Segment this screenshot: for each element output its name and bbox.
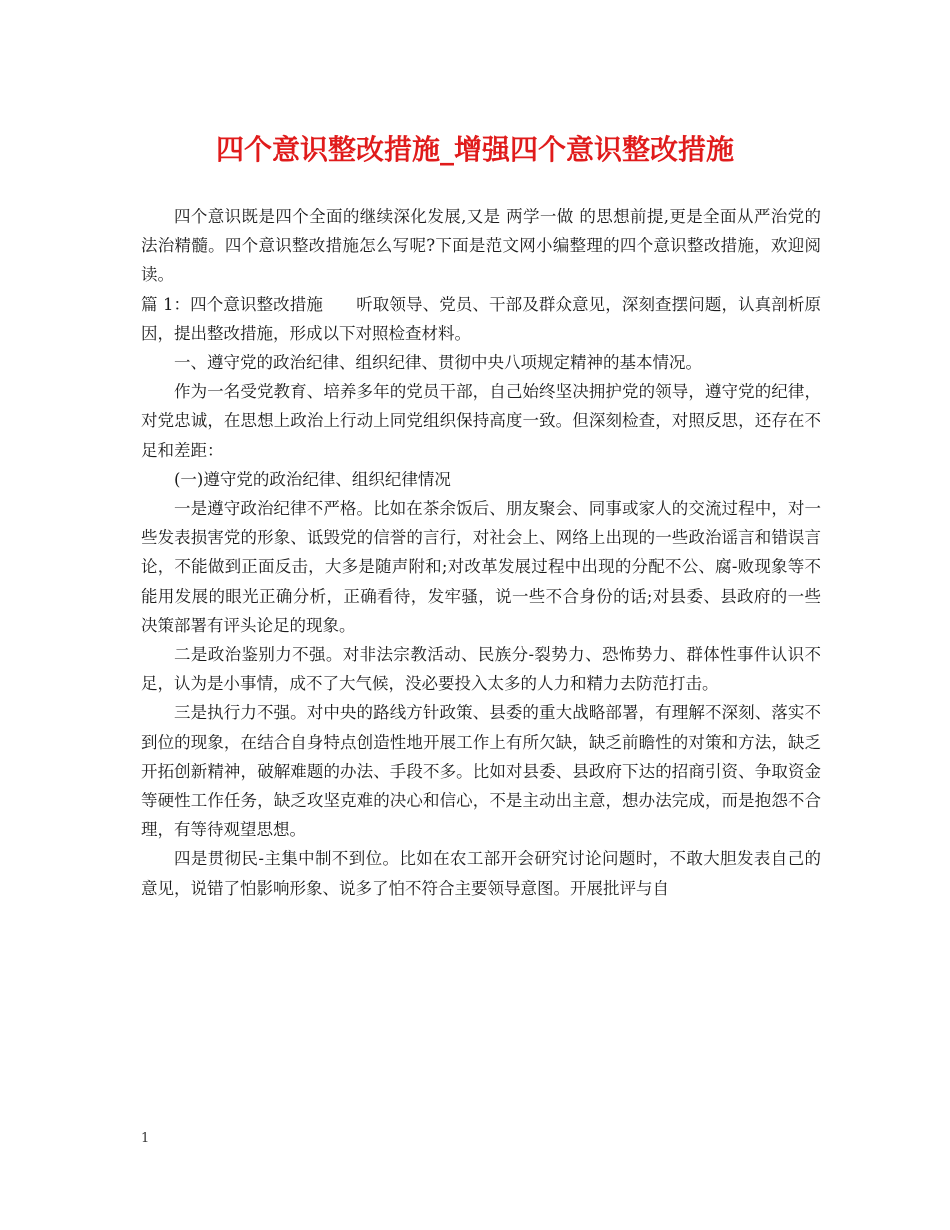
document-title: 四个意识整改措施_增强四个意识整改措施 <box>215 133 734 166</box>
paragraph-issue-2: 二是政治鉴别力不强。对非法宗教活动、民族分-裂势力、恐怖势力、群体性事件认识不足，认为是小事情，成不了大气候，没必要投入太多的人力和精力去防范打击。 <box>141 645 821 694</box>
paragraph-section-1-heading: 一、遵守党的政治纪律、组织纪律、贯彻中央八项规定精神的基本情况。 <box>174 353 702 373</box>
page-number: 1 <box>141 1131 150 1146</box>
paragraph-self-review: 作为一名受党教育、培养多年的党员干部，自己始终坚决拥护党的领导，遵守党的纪律，对党忠诚，在思想上政治上行动上同党组织保持高度一致。但深刻检查，对照反思，还存在不足和差距： <box>141 382 821 460</box>
paragraph-part-1-heading: 篇 1：四个意识整改措施 听取领导、党员、干部及群众意见，深刻查摆问题，认真剖析原因，提出整改措施，形成以下对照检查材料。 <box>141 294 821 343</box>
paragraph-issue-1: 一是遵守政治纪律不严格。比如在茶余饭后、朋友聚会、同事或家人的交流过程中，对一些发表损害党的形象、诋毁党的信誉的言行，对社会上、网络上出现的一些政治谣言和错误言论，不能做到正面反击，大多是随声附和;对改革发展过程中出现的分配不公、腐-败现象等不能用发展的眼光正确分析，正确看待，发牢骚，说一些不合身份的话;对县委、县政府的一些决策部署有评头论足的现象。 <box>141 499 821 635</box>
document-body <box>141 202 821 903</box>
paragraph-issue-4: 四是贯彻民-主集中制不到位。比如在农工部开会研究讨论问题时，不敢大胆发表自己的意见，说错了怕影响形象、说多了怕不符合主要领导意图。开展批评与自 <box>141 849 821 898</box>
paragraph-issue-3: 三是执行力不强。对中央的路线方针政策、县委的重大战略部署，有理解不深刻、落实不到位的现象，在结合自身特点创造性地开展工作上有所欠缺，缺乏前瞻性的对策和方法，缺乏开拓创新精神，破解难题的办法、手段不多。比如对县委、县政府下达的招商引资、争取资金等硬性工作任务，缺乏攻坚克难的决心和信心，不是主动出主意，想办法完成，而是抱怨不合理，有等待观望思想。 <box>141 703 821 840</box>
paragraph-intro: 四个意识既是四个全面的继续深化发展,又是 两学一做 的思想前提,更是全面从严治党的法治精髓。四个意识整改措施怎么写呢?下面是范文网小编整理的四个意识整改措施，欢迎阅读。 <box>141 207 821 285</box>
paragraph-subsection-1-heading: (一)遵守党的政治纪律、组织纪律情况 <box>174 469 451 489</box>
